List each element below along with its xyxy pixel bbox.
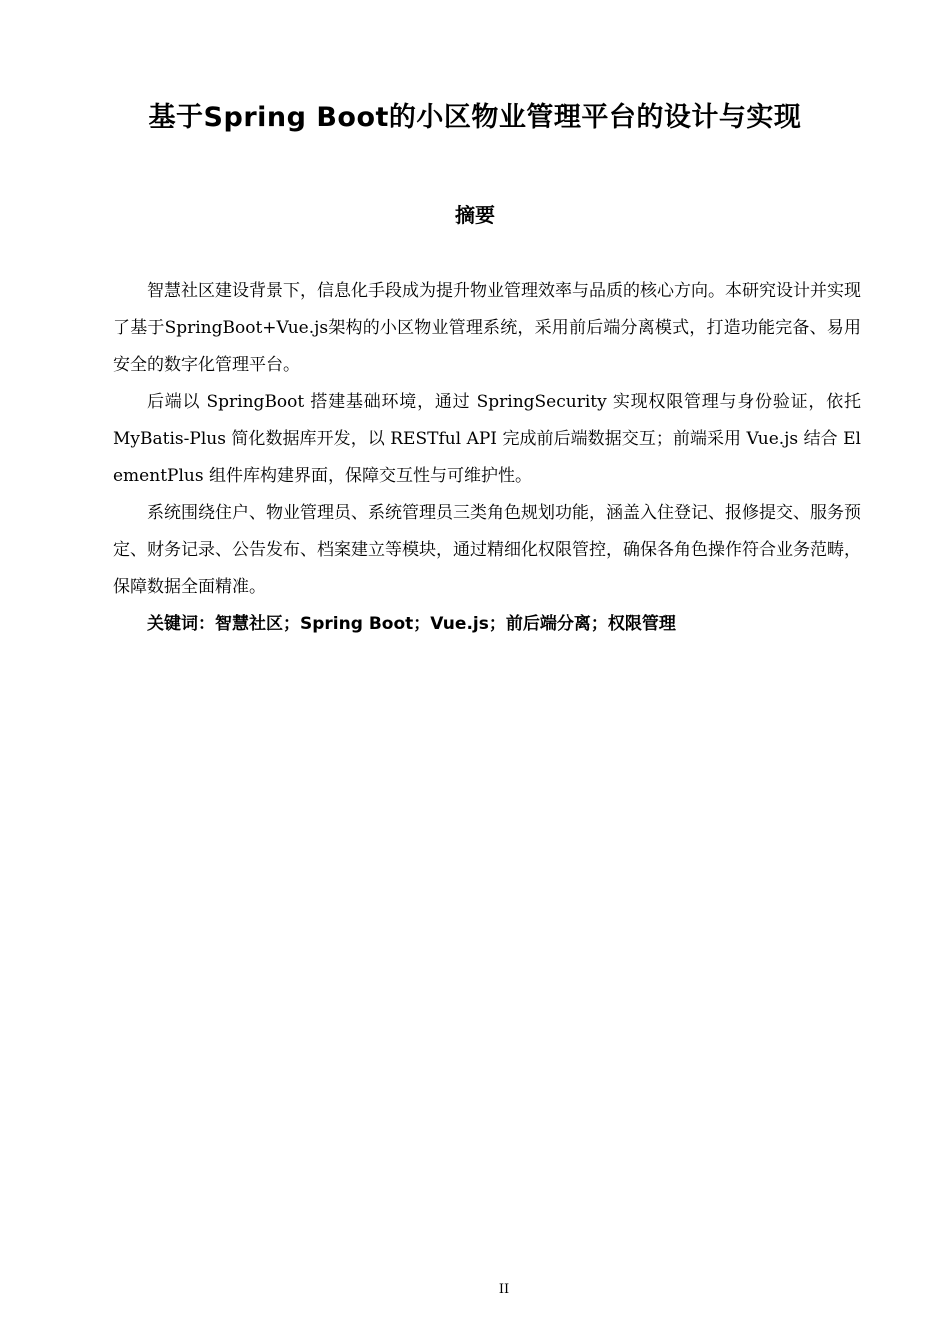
keywords-line: 关键词：智慧社区；Spring Boot；Vue.js；前后端分离；权限管理 [147,614,676,634]
paper-title: 基于Spring Boot的小区物业管理平台的设计与实现 [148,102,802,133]
page-number: II [498,1282,510,1297]
abstract-body [113,273,861,643]
abstract-paragraph-1: 智慧社区建设背景下，信息化手段成为提升物业管理效率与品质的核心方向。本研究设计并实现了基于SpringBoot+Vue.js架构的小区物业管理系统，采用前后端分离模式，打造功能完备、易用安全的数字化管理平台。 [113,281,861,375]
abstract-paragraph-2: 后端以 SpringBoot 搭建基础环境，通过 SpringSecurity 实现权限管理与身份验证，依托 MyBatis-Plus 简化数据库开发，以 RESTful API 完成前后端数据交互；前端采用 Vue.js 结合 ElementPlus 组件库构建界面，保障交互性与可维护性。 [113,392,861,486]
abstract-heading: 摘要 [455,203,495,227]
abstract-paragraph-3: 系统围绕住户、物业管理员、系统管理员三类角色规划功能，涵盖入住登记、报修提交、服务预定、财务记录、公告发布、档案建立等模块，通过精细化权限管控，确保各角色操作符合业务范畴，保障数据全面精准。 [113,503,861,597]
